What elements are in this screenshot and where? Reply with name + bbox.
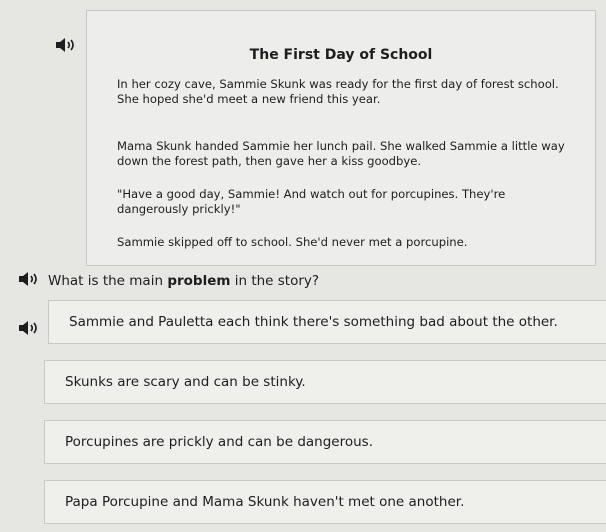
passage-paragraph: Mama Skunk handed Sammie her lunch pail. She walked Sammie a little way down the forest path, then gave her a kiss goodbye. xyxy=(117,139,565,168)
question-emphasis: problem xyxy=(167,273,231,289)
answer-option[interactable] xyxy=(44,420,606,464)
question-prefix: What is the main xyxy=(48,273,168,289)
passage-paragraph: In her cozy cave, Sammie Skunk was ready for the first day of forest school. She hoped she'd meet a new friend this year. xyxy=(117,77,559,106)
question-speaker-icon[interactable] xyxy=(18,271,40,287)
answer-option-label: Porcupines are prickly and can be dangerous. xyxy=(65,434,373,450)
passage-card xyxy=(86,10,596,266)
option-speaker-icon[interactable] xyxy=(18,320,40,336)
answer-option[interactable] xyxy=(48,300,606,344)
answer-option[interactable] xyxy=(44,360,606,404)
answer-option-label: Sammie and Pauletta each think there's something bad about the other. xyxy=(69,314,558,330)
passage-paragraph: "Have a good day, Sammie! And watch out for porcupines. They're dangerously prickly!" xyxy=(117,187,506,216)
question-prompt xyxy=(48,273,319,289)
answer-option[interactable] xyxy=(44,480,606,524)
answer-option-label: Papa Porcupine and Mama Skunk haven't met one another. xyxy=(65,494,465,510)
answer-option-label: Skunks are scary and can be stinky. xyxy=(65,374,306,390)
passage-title: The First Day of School xyxy=(249,47,433,63)
passage-paragraph: Sammie skipped off to school. She'd never met a porcupine. xyxy=(117,235,468,249)
passage-speaker-icon[interactable] xyxy=(55,37,77,53)
question-suffix: in the story? xyxy=(230,273,320,289)
